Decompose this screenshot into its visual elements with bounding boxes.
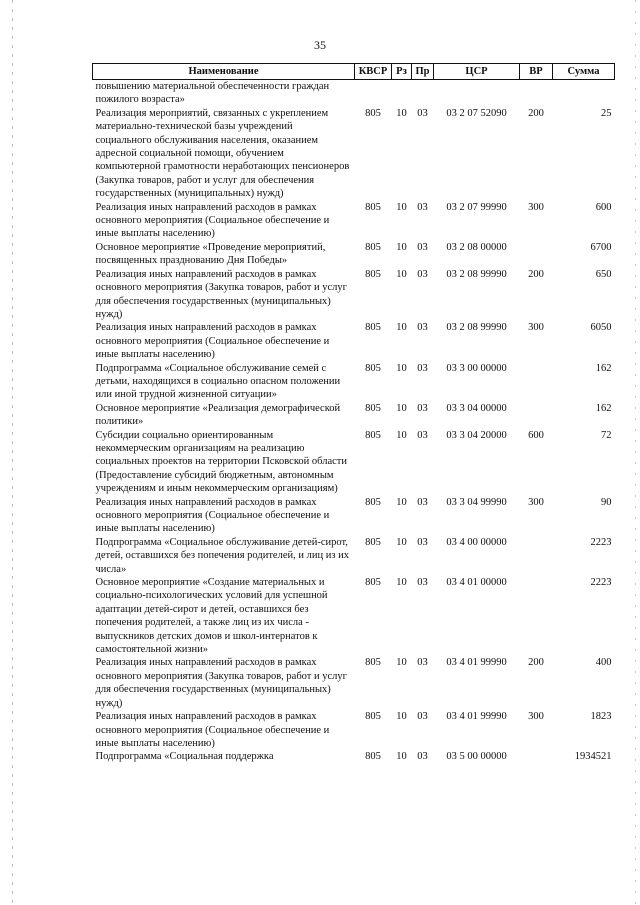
header-pr: Пр xyxy=(412,64,434,80)
cell-kvsr: 805 xyxy=(365,268,381,280)
header-rz: Рз xyxy=(392,64,412,80)
header-vr: ВР xyxy=(520,64,553,80)
cell-csr: 03 2 08 00000 xyxy=(446,241,507,253)
cell-pr: 03 xyxy=(417,536,428,548)
header-csr: ЦСР xyxy=(434,64,520,80)
scan-edge-right xyxy=(635,0,636,905)
cell-sum: 600 xyxy=(595,201,612,213)
cell-name: Реализация мероприятий, связанных с укреплением материально-технической базы учреждений социального обслуживания населения, оказанием адресной социальной помощи, обучением компьютерной грамотности неработающих пенсионеров (Закупка товаров, работ и услуг для обеспечения государственных (муниципальных) нужд) xyxy=(95,107,350,200)
table-row xyxy=(93,362,615,402)
cell-rz: 10 xyxy=(396,496,407,508)
table-row xyxy=(93,576,615,656)
cell-vr xyxy=(520,362,553,402)
cell-csr: 03 4 01 99990 xyxy=(446,657,507,669)
cell-rz: 10 xyxy=(396,402,407,414)
cell-kvsr: 805 xyxy=(365,496,381,508)
cell-sum: 650 xyxy=(595,268,612,280)
cell-kvsr: 805 xyxy=(365,711,381,723)
page-number: 35 xyxy=(314,38,326,52)
cell-vr: 300 xyxy=(528,711,544,723)
cell-pr: 03 xyxy=(417,402,428,414)
cell-vr xyxy=(520,241,553,268)
table-row xyxy=(93,268,615,322)
cell-csr: 03 3 04 00000 xyxy=(446,402,507,414)
cell-vr xyxy=(520,402,553,429)
cell-csr: 03 3 00 00000 xyxy=(446,362,507,374)
cell-name: Подпрограмма «Социальное обслуживание детей-сирот, детей, оставшихся без попечения родителей, и лиц из их числа» xyxy=(95,536,349,575)
cell-pr: 03 xyxy=(417,496,428,508)
cell-sum: 6050 xyxy=(590,322,612,334)
cell-name: Основное мероприятие «Проведение мероприятий, посвященных празднованию Дня Победы» xyxy=(95,241,326,267)
cell-kvsr: 805 xyxy=(365,536,381,548)
cell-vr xyxy=(520,536,553,576)
cell-sum: 400 xyxy=(595,657,612,669)
cell-rz: 10 xyxy=(396,577,407,589)
cell-name: Реализация иных направлений расходов в рамках основного мероприятия (Закупка товаров, работ и услуг для обеспечения государственных (муниципальных) нужд) xyxy=(95,657,347,709)
cell-pr: 03 xyxy=(417,751,428,763)
table-header xyxy=(93,64,615,80)
table-row xyxy=(93,402,615,429)
cell-csr: 03 2 07 52090 xyxy=(446,107,507,119)
cell-name: Основное мероприятие «Реализация демографической политики» xyxy=(95,402,341,428)
cell-csr: 03 2 08 99990 xyxy=(446,268,507,280)
cell-kvsr: 805 xyxy=(365,201,381,213)
table-row xyxy=(93,201,615,241)
cell-name: Реализация иных направлений расходов в рамках основного мероприятия (Социальное обеспечение и иные выплаты населению) xyxy=(95,201,330,240)
cell-sum xyxy=(553,80,615,107)
cell-vr: 600 xyxy=(528,429,544,441)
table-row xyxy=(93,321,615,361)
cell-vr xyxy=(520,80,553,107)
cell-vr: 300 xyxy=(528,322,544,334)
cell-pr xyxy=(412,80,434,107)
cell-kvsr: 805 xyxy=(365,657,381,669)
cell-pr: 03 xyxy=(417,268,428,280)
table-row xyxy=(93,536,615,576)
table-row xyxy=(93,107,615,201)
cell-sum: 162 xyxy=(595,402,612,414)
cell-csr: 03 3 04 99990 xyxy=(446,496,507,508)
cell-pr: 03 xyxy=(417,322,428,334)
cell-sum: 1823 xyxy=(590,711,612,723)
table-row xyxy=(93,656,615,710)
cell-rz: 10 xyxy=(396,536,407,548)
cell-name: Подпрограмма «Социальная поддержка xyxy=(95,751,274,763)
cell-csr: 03 3 04 20000 xyxy=(446,429,507,441)
cell-sum: 25 xyxy=(601,107,612,119)
cell-csr xyxy=(434,80,520,107)
cell-pr: 03 xyxy=(417,657,428,669)
cell-kvsr: 805 xyxy=(365,241,381,253)
cell-csr: 03 4 01 99990 xyxy=(446,711,507,723)
cell-rz: 10 xyxy=(396,751,407,763)
cell-sum: 6700 xyxy=(590,241,612,253)
cell-sum: 2223 xyxy=(590,577,612,589)
table-row xyxy=(93,241,615,268)
cell-name: Реализация иных направлений расходов в рамках основного мероприятия (Социальное обеспечение и иные выплаты населению) xyxy=(95,711,330,749)
cell-vr xyxy=(520,750,553,763)
cell-pr: 03 xyxy=(417,107,428,119)
cell-kvsr: 805 xyxy=(365,402,381,414)
cell-rz: 10 xyxy=(396,322,407,334)
cell-vr: 300 xyxy=(528,201,544,213)
table-row xyxy=(93,429,615,496)
cell-kvsr: 805 xyxy=(365,362,381,374)
cell-pr: 03 xyxy=(417,362,428,374)
table-row xyxy=(93,710,615,750)
cell-csr: 03 5 00 00000 xyxy=(446,751,507,763)
cell-sum: 162 xyxy=(595,362,612,374)
cell-name: Субсидии социально ориентированным некоммерческим организациям на реализацию социальных проектов на территории Псковской области (Предоставление субсидий бюджетным, автономным учреждениям и иным некоммерческим организациям) xyxy=(95,429,347,495)
cell-vr: 300 xyxy=(528,496,544,508)
cell-rz: 10 xyxy=(396,107,407,119)
scan-edge-left xyxy=(12,0,13,905)
cell-rz: 10 xyxy=(396,268,407,280)
header-sum: Сумма xyxy=(553,64,615,80)
cell-sum: 1934521 xyxy=(574,751,612,763)
cell-vr: 200 xyxy=(528,657,544,669)
cell-csr: 03 4 00 00000 xyxy=(446,536,507,548)
cell-pr: 03 xyxy=(417,429,428,441)
cell-pr: 03 xyxy=(417,201,428,213)
cell-kvsr: 805 xyxy=(365,322,381,334)
budget-table-container xyxy=(92,63,614,764)
cell-csr: 03 4 01 00000 xyxy=(446,577,507,589)
cell-rz xyxy=(392,80,412,107)
table-row xyxy=(93,80,615,107)
cell-csr: 03 2 07 99990 xyxy=(446,201,507,213)
table-body xyxy=(93,80,615,764)
cell-sum: 72 xyxy=(601,429,612,441)
cell-sum: 90 xyxy=(601,496,612,508)
header-name: Наименование xyxy=(93,64,355,80)
cell-name: Подпрограмма «Социальное обслуживание семей с детьми, находящихся в социально опасном положении или иной трудной жизненной ситуации» xyxy=(95,362,341,401)
cell-rz: 10 xyxy=(396,201,407,213)
cell-kvsr: 805 xyxy=(365,751,381,763)
cell-rz: 10 xyxy=(396,657,407,669)
cell-rz: 10 xyxy=(396,429,407,441)
cell-name: Реализация иных направлений расходов в рамках основного мероприятия (Закупка товаров, работ и услуг для обеспечения государственных (муниципальных) нужд) xyxy=(95,268,347,320)
cell-vr: 200 xyxy=(528,268,544,280)
cell-csr: 03 2 08 99990 xyxy=(446,322,507,334)
budget-table xyxy=(92,63,615,764)
cell-name: повышению материальной обеспеченности граждан пожилого возраста» xyxy=(95,81,330,106)
table-row xyxy=(93,496,615,536)
cell-pr: 03 xyxy=(417,711,428,723)
cell-pr: 03 xyxy=(417,241,428,253)
cell-rz: 10 xyxy=(396,241,407,253)
cell-rz: 10 xyxy=(396,362,407,374)
table-row xyxy=(93,750,615,763)
header-kvsr: КВСР xyxy=(355,64,392,80)
cell-name: Реализация иных направлений расходов в рамках основного мероприятия (Социальное обеспечение и иные выплаты населению) xyxy=(95,496,330,535)
cell-sum: 2223 xyxy=(590,536,612,548)
cell-name: Реализация иных направлений расходов в рамках основного мероприятия (Социальное обеспечение и иные выплаты населению) xyxy=(95,322,330,361)
cell-kvsr: 805 xyxy=(365,107,381,119)
cell-rz: 10 xyxy=(396,711,407,723)
cell-kvsr: 805 xyxy=(365,429,381,441)
cell-name: Основное мероприятие «Создание материальных и социально-психологических условий для успешной адаптации детей-сирот и детей, оставшихся без попечения родителей, а также лиц из их числа - выпускников детских домов и школ-интернатов к самостоятельной жизни» xyxy=(95,577,328,656)
cell-vr: 200 xyxy=(528,107,544,119)
cell-pr: 03 xyxy=(417,577,428,589)
cell-vr xyxy=(520,576,553,656)
cell-kvsr: 805 xyxy=(365,577,381,589)
cell-kvsr xyxy=(355,80,392,107)
